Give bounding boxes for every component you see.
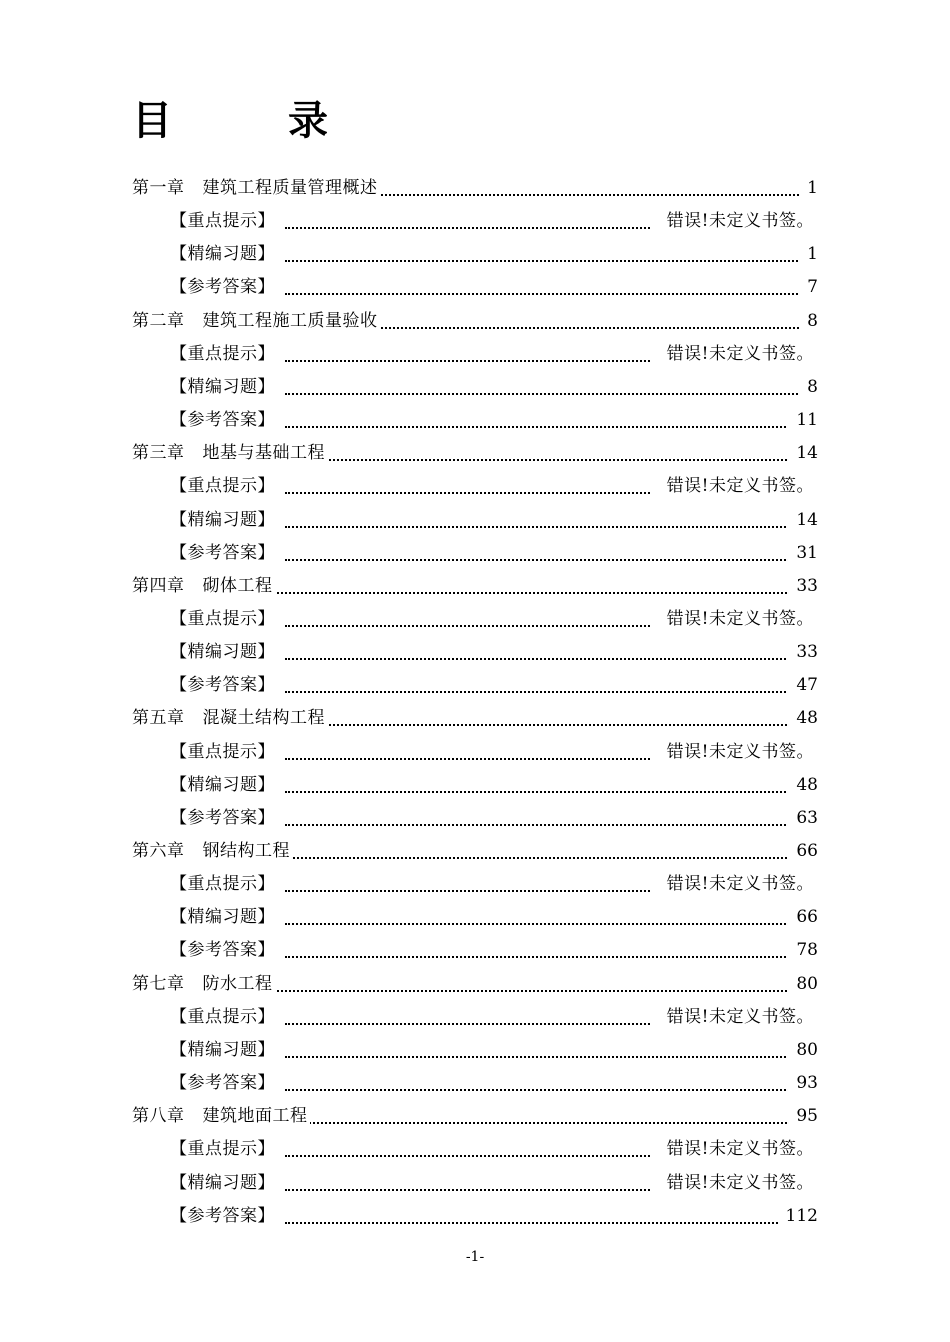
toc-page-number: 93 bbox=[788, 1067, 818, 1100]
dot-leader bbox=[285, 691, 818, 693]
toc-section-entry[interactable] bbox=[0, 338, 950, 371]
toc-chapter-number: 第六章 bbox=[132, 841, 185, 861]
toc-section-entry[interactable] bbox=[0, 603, 950, 636]
toc-chapter-name: 建筑工程施工质量验收 bbox=[202, 310, 378, 331]
toc-section-entry[interactable] bbox=[0, 802, 950, 835]
toc-section-entry[interactable] bbox=[0, 537, 950, 570]
toc-chapter-title bbox=[132, 1100, 310, 1133]
toc-section-entry[interactable] bbox=[0, 669, 950, 702]
toc-chapter-title bbox=[132, 172, 380, 205]
toc-page-number: 8 bbox=[799, 371, 818, 404]
dot-leader bbox=[285, 360, 650, 362]
dot-leader bbox=[285, 758, 650, 760]
toc-chapter-number: 第八章 bbox=[132, 1106, 185, 1127]
toc-chapter-entry[interactable] bbox=[0, 437, 950, 470]
toc-section-entry[interactable] bbox=[0, 1034, 950, 1067]
toc-chapter-entry[interactable] bbox=[0, 172, 950, 205]
dot-leader bbox=[285, 1023, 650, 1025]
toc-chapter-number: 第二章 bbox=[132, 310, 185, 331]
toc-section-title: 【精编习题】 bbox=[170, 238, 277, 271]
toc-section-entry[interactable] bbox=[0, 736, 950, 769]
toc-bookmark-error: 错误!未定义书签。 bbox=[661, 1133, 814, 1166]
toc-section-title: 【精编习题】 bbox=[170, 1167, 277, 1200]
toc-section-title: 【精编习题】 bbox=[170, 504, 277, 537]
toc-page-number: 78 bbox=[788, 934, 818, 967]
toc-section-title: 【精编习题】 bbox=[170, 636, 277, 669]
toc-bookmark-error: 错误!未定义书签。 bbox=[661, 868, 814, 901]
toc-chapter-entry[interactable] bbox=[0, 702, 950, 735]
toc-section-title: 【参考答案】 bbox=[170, 934, 277, 967]
toc-chapter-entry[interactable] bbox=[0, 305, 950, 338]
dot-leader bbox=[210, 857, 818, 859]
toc-chapter-title bbox=[132, 305, 380, 338]
toc-chapter-entry[interactable] bbox=[0, 570, 950, 603]
toc-chapter-entry[interactable] bbox=[0, 835, 950, 868]
toc-bookmark-error: 错误!未定义书签。 bbox=[661, 1167, 814, 1200]
toc-section-title: 【精编习题】 bbox=[170, 371, 277, 404]
toc-chapter-title bbox=[132, 437, 327, 470]
toc-chapter-name: 钢结构工程 bbox=[202, 841, 290, 861]
dot-leader bbox=[285, 956, 818, 958]
toc-chapter-entry[interactable] bbox=[0, 968, 950, 1001]
toc-chapter-name: 地基与基础工程 bbox=[202, 443, 325, 464]
dot-leader bbox=[285, 426, 818, 428]
page-title: 目 录 bbox=[132, 98, 366, 144]
toc-page-number: 66 bbox=[788, 901, 818, 934]
toc-section-entry[interactable] bbox=[0, 271, 950, 304]
toc-section-title: 【重点提示】 bbox=[170, 736, 277, 769]
dot-leader bbox=[285, 658, 818, 660]
page-number-footer: -1- bbox=[465, 1249, 485, 1265]
toc-page-number: 1 bbox=[799, 238, 818, 271]
toc-page-number: 33 bbox=[788, 636, 818, 669]
toc-chapter-number: 第一章 bbox=[132, 178, 185, 198]
toc-bookmark-error: 错误!未定义书签。 bbox=[661, 205, 814, 238]
toc-section-entry[interactable] bbox=[0, 404, 950, 437]
toc-chapter-name: 建筑地面工程 bbox=[202, 1106, 308, 1127]
toc-page-number: 48 bbox=[788, 702, 818, 735]
toc-bookmark-error: 错误!未定义书签。 bbox=[661, 736, 814, 769]
toc-chapter-name: 砌体工程 bbox=[202, 575, 273, 596]
toc-bookmark-error: 错误!未定义书签。 bbox=[661, 1001, 814, 1034]
toc-section-title: 【精编习题】 bbox=[170, 901, 277, 934]
dot-leader bbox=[285, 625, 650, 627]
dot-leader bbox=[285, 1222, 818, 1224]
toc-page-number: 31 bbox=[788, 537, 818, 570]
dot-leader bbox=[285, 1056, 818, 1058]
toc-page-number: 14 bbox=[788, 437, 818, 470]
toc-page-number: 80 bbox=[788, 1034, 818, 1067]
toc-section-entry[interactable] bbox=[0, 1167, 950, 1200]
dot-leader bbox=[285, 824, 818, 826]
toc-page-number: 47 bbox=[788, 669, 818, 702]
toc-chapter-name: 建筑工程质量管理概述 bbox=[202, 178, 378, 198]
dot-leader bbox=[285, 1189, 650, 1191]
dot-leader bbox=[285, 260, 818, 262]
dot-leader bbox=[285, 492, 650, 494]
toc-page-number: 8 bbox=[799, 305, 818, 338]
toc-chapter-number: 第四章 bbox=[132, 575, 185, 596]
dot-leader bbox=[285, 526, 818, 528]
toc-page-number: 66 bbox=[788, 835, 818, 868]
toc-section-entry[interactable] bbox=[0, 1133, 950, 1166]
toc-section-title: 【重点提示】 bbox=[170, 338, 277, 371]
toc-section-entry[interactable] bbox=[0, 1067, 950, 1100]
dot-leader bbox=[285, 1155, 650, 1157]
toc-section-entry[interactable] bbox=[0, 934, 950, 967]
toc-chapter-number: 第七章 bbox=[132, 973, 185, 994]
toc-section-title: 【重点提示】 bbox=[170, 603, 277, 636]
toc-section-entry[interactable] bbox=[0, 1200, 950, 1233]
toc-bookmark-error: 错误!未定义书签。 bbox=[661, 603, 814, 636]
toc-bookmark-error: 错误!未定义书签。 bbox=[661, 338, 814, 371]
dot-leader bbox=[285, 890, 650, 892]
toc-chapter-title bbox=[132, 968, 275, 1001]
toc-section-title: 【参考答案】 bbox=[170, 404, 277, 437]
toc-chapter-number: 第五章 bbox=[132, 708, 185, 729]
toc-page-number: 112 bbox=[778, 1200, 818, 1233]
toc-section-entry[interactable] bbox=[0, 371, 950, 404]
dot-leader bbox=[210, 990, 818, 992]
toc-section-title: 【参考答案】 bbox=[170, 1200, 277, 1233]
toc-section-entry[interactable] bbox=[0, 636, 950, 669]
toc-chapter-title bbox=[132, 835, 292, 868]
toc-section-title: 【参考答案】 bbox=[170, 1067, 277, 1100]
toc-section-entry[interactable] bbox=[0, 769, 950, 802]
toc-section-title: 【重点提示】 bbox=[170, 868, 277, 901]
toc-chapter-title bbox=[132, 702, 327, 735]
toc-page-number: 14 bbox=[788, 504, 818, 537]
toc-section-entry[interactable] bbox=[0, 868, 950, 901]
toc-section-title: 【精编习题】 bbox=[170, 1034, 277, 1067]
toc-page-number: 33 bbox=[788, 570, 818, 603]
toc-section-title: 【重点提示】 bbox=[170, 1133, 277, 1166]
toc-section-entry[interactable] bbox=[0, 504, 950, 537]
dot-leader bbox=[285, 791, 818, 793]
toc-bookmark-error: 错误!未定义书签。 bbox=[661, 470, 814, 503]
dot-leader bbox=[210, 592, 818, 594]
toc-section-title: 【重点提示】 bbox=[170, 470, 277, 503]
toc-chapter-entry[interactable] bbox=[0, 1100, 950, 1133]
dot-leader bbox=[285, 1089, 818, 1091]
toc-section-title: 【参考答案】 bbox=[170, 271, 277, 304]
toc-section-entry[interactable] bbox=[0, 238, 950, 271]
dot-leader bbox=[285, 293, 818, 295]
toc-chapter-name: 混凝土结构工程 bbox=[202, 708, 325, 729]
toc-section-title: 【重点提示】 bbox=[170, 1001, 277, 1034]
dot-leader bbox=[285, 393, 818, 395]
dot-leader bbox=[285, 227, 650, 229]
toc-page-number: 7 bbox=[799, 271, 818, 304]
dot-leader bbox=[285, 923, 818, 925]
toc-section-title: 【参考答案】 bbox=[170, 669, 277, 702]
toc-page-number: 1 bbox=[799, 172, 818, 205]
dot-leader bbox=[285, 559, 818, 561]
toc-page-number: 80 bbox=[788, 968, 818, 1001]
toc-chapter-title bbox=[132, 570, 275, 603]
toc-section-title: 【精编习题】 bbox=[170, 769, 277, 802]
toc-section-entry[interactable] bbox=[0, 470, 950, 503]
toc-page-number: 63 bbox=[788, 802, 818, 835]
toc-page-number: 48 bbox=[788, 769, 818, 802]
toc-page-number: 11 bbox=[788, 404, 818, 437]
toc-section-entry[interactable] bbox=[0, 901, 950, 934]
toc-section-entry[interactable] bbox=[0, 205, 950, 238]
toc-section-title: 【参考答案】 bbox=[170, 802, 277, 835]
toc-chapter-number: 第三章 bbox=[132, 443, 185, 464]
toc-chapter-name: 防水工程 bbox=[202, 973, 273, 994]
toc-section-title: 【参考答案】 bbox=[170, 537, 277, 570]
toc-page-number: 95 bbox=[788, 1100, 818, 1133]
toc-section-title: 【重点提示】 bbox=[170, 205, 277, 238]
toc-section-entry[interactable] bbox=[0, 1001, 950, 1034]
